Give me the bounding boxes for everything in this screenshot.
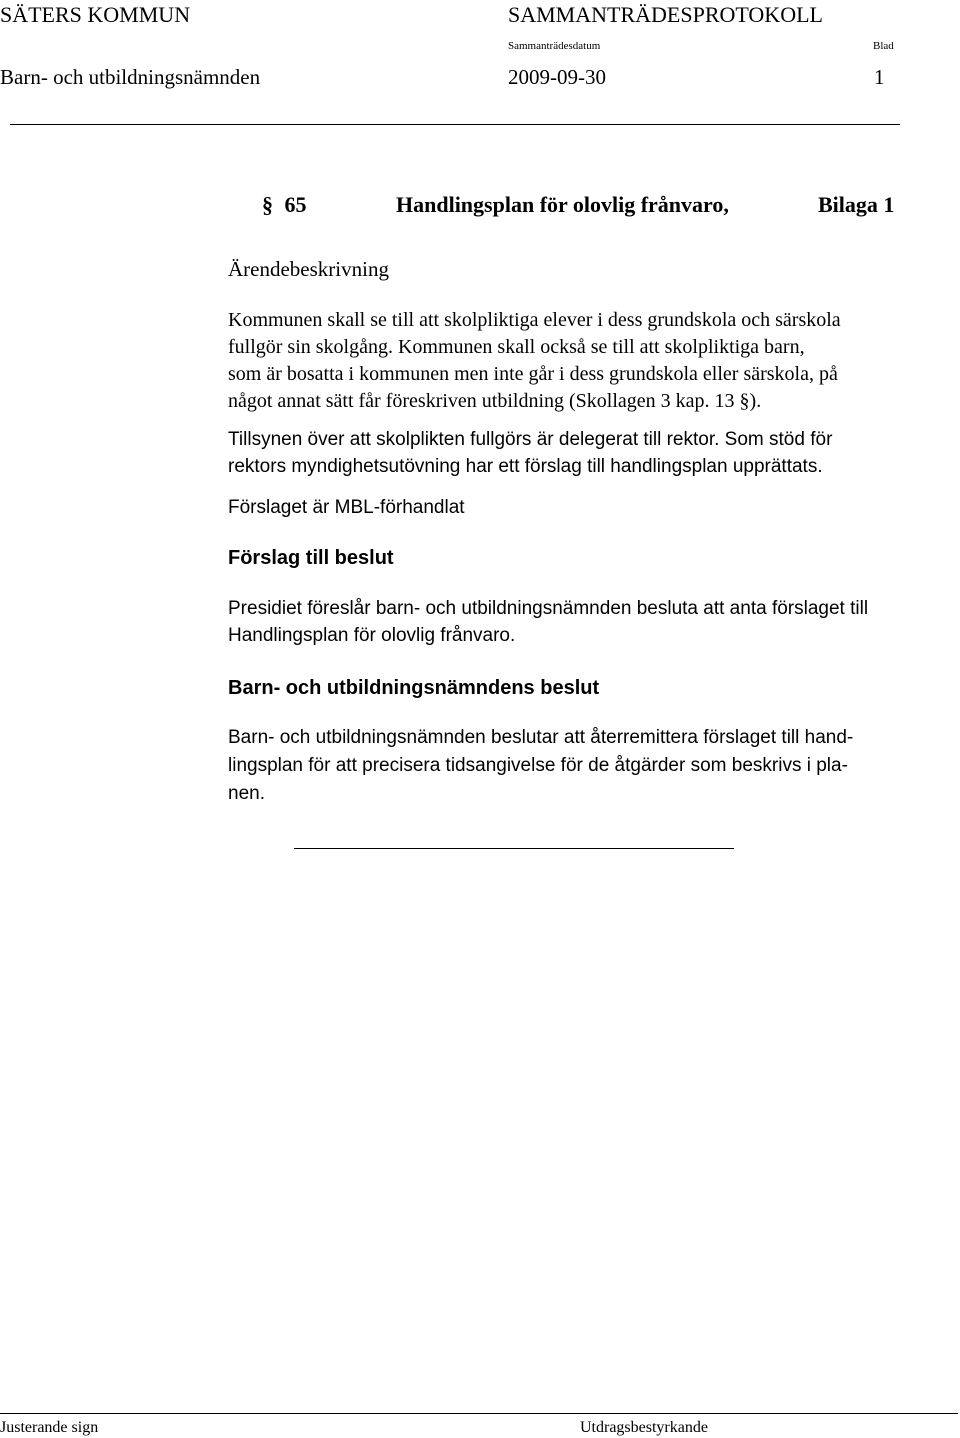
protocol-title: SAMMANTRÄDESPROTOKOLL bbox=[508, 2, 823, 27]
case-description-heading: Ärendebeskrivning bbox=[228, 257, 389, 281]
page-label: Blad bbox=[873, 40, 894, 52]
text-line: Tillsynen över att skolplikten fullgörs är delegerat till rektor. Som stöd för bbox=[228, 429, 833, 450]
text-line: något annat sätt får föreskriven utbildning (Skollagen 3 kap. 13 §). bbox=[228, 390, 762, 412]
mbl-note: Förslaget är MBL-förhandlat bbox=[228, 497, 465, 518]
attachment-label: Bilaga 1 bbox=[818, 192, 895, 217]
end-rule bbox=[294, 848, 734, 849]
text-line: Barn- och utbildningsnämnden beslutar att återremittera förslaget till hand- bbox=[228, 727, 854, 748]
footer-divider bbox=[0, 1413, 958, 1414]
municipality-name: SÄTERS KOMMUN bbox=[0, 2, 191, 27]
text-line: Kommunen skall se till att skolpliktiga elever i dess grundskola och särskola bbox=[228, 309, 841, 331]
text-line: Handlingsplan för olovlig frånvaro. bbox=[228, 625, 516, 646]
case-description-text bbox=[228, 307, 960, 415]
decision-heading: Barn- och utbildningsnämndens beslut bbox=[228, 677, 600, 699]
text-line: nen. bbox=[228, 783, 265, 804]
text-line: rektors myndighetsutövning har ett förslag till handlingsplan upprättats. bbox=[228, 456, 823, 477]
meeting-date: 2009-09-30 bbox=[508, 65, 606, 89]
text-line: lingsplan för att precisera tidsangivelse för de åtgärder som beskrivs i pla- bbox=[228, 755, 848, 776]
adjuster-signature-label: Justerande sign bbox=[0, 1419, 99, 1436]
header-divider bbox=[10, 124, 900, 125]
section-number: 65 bbox=[284, 192, 307, 217]
supervision-text bbox=[228, 426, 960, 480]
decision-text bbox=[228, 724, 960, 808]
board-name: Barn- och utbildningsnämnden bbox=[0, 65, 261, 89]
certified-extract-label: Utdragsbestyrkande bbox=[580, 1419, 708, 1436]
text-line: som är bosatta i kommunen men inte går i dess grundskola eller särskola, på bbox=[228, 363, 838, 385]
page-number: 1 bbox=[874, 65, 885, 89]
text-line: Presidiet föreslår barn- och utbildningsnämnden besluta att anta förslaget till bbox=[228, 598, 869, 619]
section-title bbox=[262, 192, 307, 218]
date-label: Sammanträdesdatum bbox=[508, 40, 601, 52]
paragraph-symbol: § bbox=[262, 192, 273, 217]
proposal-text bbox=[228, 595, 960, 649]
section-heading: Handlingsplan för olovlig frånvaro, bbox=[396, 192, 729, 217]
text-line: fullgör sin skolgång. Kommunen skall också se till att skolpliktiga barn, bbox=[228, 336, 805, 358]
proposal-heading: Förslag till beslut bbox=[228, 547, 394, 569]
